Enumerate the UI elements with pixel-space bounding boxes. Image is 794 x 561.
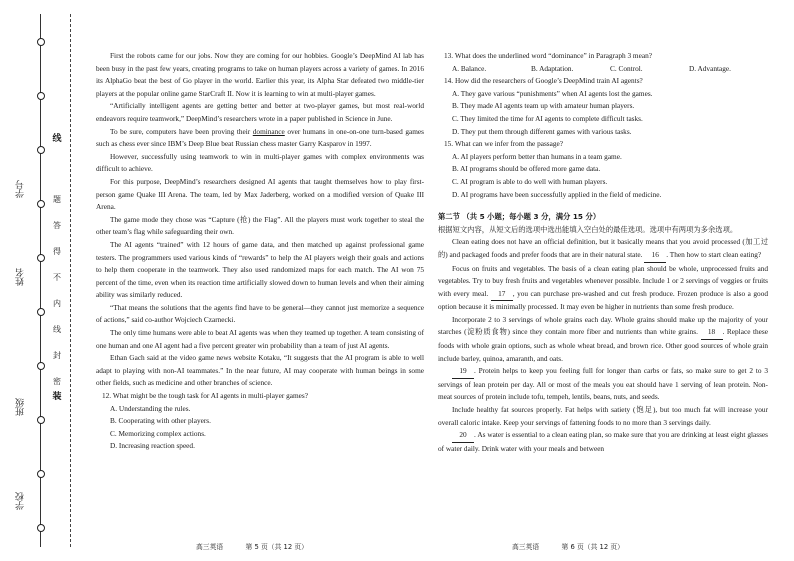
passage-paragraph: First the robots came for our jobs. Now they are coming for our hobbies. Google’s DeepMind AI lab has been busy in the past few years, creating programs to take on human players across a variety of games. In 2016 its AlphaGo beat the best of Go player in the world. Earlier this year, its Alpha Star defeated two middle-tier players at the popular online game StarCraft II. Now it is learning to win at multi-player games. [96,51,424,98]
question-12-option: C. Memorizing complex actions. [110,428,206,438]
student-id-label: 学号 [15,180,25,198]
footer-page-number: 第 5 页（共 12 页） [245,543,308,551]
seal-char: 线 [52,133,62,143]
binding-hole [37,470,45,478]
question-13-option: A. Balance. [452,63,487,73]
name-label: 姓名 [15,268,25,286]
page-5-column [96,50,424,453]
question-14-option: C. They limited the time for AI agents to complete difficult tasks. [452,113,643,123]
question-14-stem: 14. How did the researchers of Google’s DeepMind train AI agents? [444,76,643,86]
passage-paragraph: “Artificially intelligent agents are getting better and better at two-player games, but most real-world endeavors require teamwork,” DeepMind’s researchers wrote in a paper published in Science in June. [96,101,424,123]
cloze-paragraph: Incorporate 2 to 3 servings of whole grains each day. Whole grains should make up the majority of your starches (淀粉质食物) since they contain more fiber and nutrients than white grains. 18 . Replace these foods with whole grain options, such as whole wheat bread, and brown rice. Other good sources of whole grain include barley, quinoa, amaranth, and oats. [438,314,768,363]
binding-hole [37,362,45,370]
question-14-option: D. They put them through different games with various tasks. [452,126,632,136]
passage-paragraph: To be sure, computers have been proving their dominance over humans in one-on-one turn-based games such as chess ever since IBM’s Deep Blue beat Russian chess master Garry Kasparov in 1997. [96,126,424,149]
question-12-option: D. Increasing reaction speed. [110,441,195,451]
page-5-footer [196,541,308,551]
cloze-paragraph: Focus on fruits and vegetables. The basis of a clean eating plan should be whole, unprocessed fruits and vegetables. Try to buy fresh fruits and vegetables whenever possible. Include 1 or 2 servings of veggies or fruits with every meal. 17 , you can purchase pre-washed and cut fresh produce. Frozen produce is also a good option because it is minimally processed. It may even be higher in nutrients than some fresh produce. [438,263,768,312]
passage-paragraph: However, successfully using teamwork to win in multi-player games with complex environments was difficult to achieve. [96,151,424,174]
seal-char: 密 [53,377,61,386]
question-12-option: B. Cooperating with other players. [110,416,211,426]
footer-page-number: 第 6 页（共 12 页） [561,543,624,551]
seal-char: 不 [53,273,61,282]
binding-margin [0,0,80,561]
question-15-stem: 15. What can we infer from the passage? [444,139,563,149]
passage-paragraph: The only time humans were able to beat AI agents was when they teamed up together. A team consisting of one human and one AI agent had a five percent greater win probability than a team of just AI agents. [96,328,424,350]
blank-16[interactable]: 16 [644,249,666,263]
passage-paragraph: The game mode they chose was “Capture (抢) the Flag”. All the players must work together to steal the other team’s flag while safeguarding their own. [96,214,424,237]
seal-char: 装 [52,391,62,401]
section-title: 第二节 （共 5 小题；每小题 3 分，满分 15 分） [438,212,601,222]
question-14-option: A. They gave various “punishments” when AI agents lost the games. [452,88,653,98]
passage-paragraph: “That means the solutions that the agents find have to be general—they cannot just memorize a sequence of actions,” said co-author Wojciech Czarnecki. [96,302,424,325]
question-13-option: C. Control. [610,63,643,73]
seal-char: 封 [53,351,61,360]
page-6-footer [512,541,624,551]
seal-char: 题 [53,195,61,204]
passage-paragraph: The AI agents “trained” with 12 hours of game data, and then matched up against professional game testers. The programmers used various kinds of “rewards” to help the AI players weigh their goals and actions to help them cooperate in the teamwork. They also used randomized maps for each match. The AI won 75 percent of the time, even when its reaction time artificially slowed down to human levels and when their aiming ability was similarly reduced. [96,239,424,300]
cloze-paragraph: 20 . As water is essential to a clean eating plan, so make sure that you are drinking at least eight glasses of water daily. Drink water with your meals and between [438,430,768,453]
footer-subject: 高三英语 [196,543,224,551]
question-15-option: D. AI programs have been successfully applied in the field of medicine. [452,189,662,199]
cloze-paragraph: 19 . Protein helps to keep you feeling full for longer than carbs or fats, so make sure to get 2 to 3 servings of lean protein per day. All or most of the meals you eat should have 1 serving of lean protein. Non-meat sources of protein include tofu, tempeh, lentils, beans, nuts, and seeds. [438,366,768,402]
binding-hole [37,200,45,208]
question-13-option: D. Advantage. [689,63,731,73]
blank-20[interactable]: 20 [452,429,474,443]
question-15-option: C. AI program is able to do well with human players. [452,176,608,186]
cloze-paragraph: Clean eating does not have an official definition, but it basically means that you avoid processed (加工过的) and packaged foods and prefer foods that are in their natural state. 16 . Then how to start clean eating? [438,236,768,262]
binding-hole [37,92,45,100]
seal-char: 内 [53,299,61,308]
question-14-option: B. They made AI agents team up with amateur human players. [452,101,635,111]
section-instructions: 根据短文内容，从短文后的选项中选出能填入空白处的最佳选项。选项中有两项为多余选项。 [438,224,738,234]
cloze-paragraph: Include healthy fat sources properly. Fat helps with satiety (饱足), but too much fat will increase your overall caloric intake. Keep your servings of fattening foods to no more than 3 servings daily. [438,405,768,427]
binding-dashed-line [70,14,71,547]
page-6-column [438,50,768,455]
question-15-option: B. AI programs should be offered more game data. [452,164,601,174]
binding-hole [37,146,45,154]
question-12-option: A. Understanding the rules. [110,403,191,413]
seal-char: 答 [53,221,61,230]
class-label: 班级 [15,398,25,416]
question-12-stem: 12. What might be the tough task for AI agents in multi-player games? [102,391,308,401]
blank-19[interactable]: 19 [452,365,474,379]
seal-char: 得 [53,247,61,256]
binding-hole [37,308,45,316]
passage-paragraph: For this purpose, DeepMind’s researchers designed AI agents that taught themselves how to play first-person game Quake III Arena. The team, led by Max Jaderberg, worked on a modified version of Quake III Arena. [96,176,424,212]
binding-hole [37,38,45,46]
question-13-options [438,63,768,76]
question-13-stem: 13. What does the underlined word “dominance” in Paragraph 3 mean? [444,51,652,60]
underlined-word: dominance [252,126,285,136]
blank-17[interactable]: 17 [491,288,513,302]
footer-subject: 高三英语 [512,543,540,551]
passage-paragraph: Ethan Gach said at the video game news website Kotaku, “It suggests that the AI program is able to well adapt to playing with non-AI teammates.” In the near future, AI may cooperate with human beings in some other fields, such as medicine and other branches of science. [96,353,424,388]
question-15-option: A. AI players perform better than humans in a team game. [452,151,622,161]
question-13-option: B. Adaptation. [531,63,574,73]
blank-18[interactable]: 18 [701,326,723,340]
school-label: 学校 [15,492,25,510]
binding-hole [37,416,45,424]
seal-char: 线 [53,325,61,334]
binding-hole [37,254,45,262]
binding-hole [37,524,45,532]
